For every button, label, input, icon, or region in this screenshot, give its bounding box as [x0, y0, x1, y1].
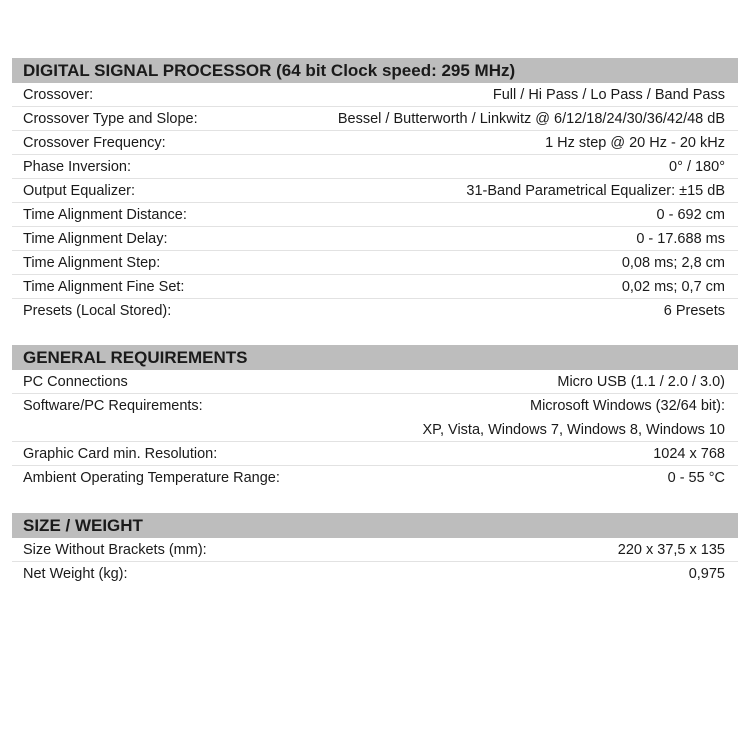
spec-label: Ambient Operating Temperature Range:: [23, 470, 280, 486]
spec-label: Crossover:: [23, 86, 94, 103]
section-digital-signal-processor: [12, 58, 738, 323]
spec-value: 0 - 55 °C: [667, 470, 725, 486]
spec-value: 0,02 ms; 0,7 cm: [621, 278, 725, 295]
spec-value: 1024 x 768: [653, 445, 725, 462]
spec-label: Phase Inversion:: [23, 158, 132, 175]
section-size-weight: [12, 513, 738, 586]
spec-label: Crossover Frequency:: [23, 134, 166, 151]
spec-value: XP, Vista, Windows 7, Windows 8, Windows 10: [422, 421, 725, 438]
spec-label: Time Alignment Distance:: [23, 206, 187, 223]
spec-label: Time Alignment Fine Set:: [23, 278, 185, 295]
spec-row-software-requirements-continued: [12, 418, 738, 442]
spec-row-phase-inversion: [12, 155, 738, 179]
spec-label: Software/PC Requirements:: [23, 398, 203, 414]
spec-row-time-alignment-delay: [12, 227, 738, 251]
spec-row-software-requirements: [12, 394, 738, 418]
spec-row-graphic-card-resolution: [12, 442, 738, 466]
spec-label: Graphic Card min. Resolution:: [23, 445, 218, 462]
spec-label: Output Equalizer:: [23, 182, 136, 199]
spec-value: 0° / 180°: [669, 158, 725, 175]
spec-row-ambient-temperature: [12, 466, 738, 490]
spec-row-output-equalizer: [12, 179, 738, 203]
section-title: SIZE / WEIGHT: [12, 513, 738, 538]
spec-value: 0 - 17.688 ms: [636, 230, 725, 247]
spec-row-net-weight: [12, 562, 738, 586]
spec-row-crossover-frequency: [12, 131, 738, 155]
spec-row-time-alignment-step: [12, 251, 738, 275]
spec-row-crossover: [12, 83, 738, 107]
spec-value: 31-Band Parametrical Equalizer: ±15 dB: [466, 182, 725, 199]
spec-value: 0,975: [688, 566, 725, 582]
spec-row-pc-connections: [12, 370, 738, 394]
spec-value: Microsoft Windows (32/64 bit):: [529, 398, 725, 414]
spec-value: 220 x 37,5 x 135: [617, 541, 725, 558]
section-title: DIGITAL SIGNAL PROCESSOR (64 bit Clock speed: 295 MHz): [12, 58, 738, 83]
spec-value: Full / Hi Pass / Lo Pass / Band Pass: [492, 86, 725, 103]
section-general-requirements: [12, 345, 738, 490]
spec-label: Time Alignment Delay:: [23, 230, 168, 247]
spec-value: Micro USB (1.1 / 2.0 / 3.0): [557, 373, 725, 390]
spec-label: Net Weight (kg):: [23, 566, 128, 582]
spec-value: 6 Presets: [663, 303, 725, 319]
spec-value: 0,08 ms; 2,8 cm: [621, 254, 725, 271]
spec-row-presets: [12, 299, 738, 323]
spec-label: PC Connections: [23, 373, 128, 390]
spec-label: Size Without Brackets (mm):: [23, 541, 207, 558]
spec-label: Crossover Type and Slope:: [23, 110, 198, 127]
spec-row-size-without-brackets: [12, 538, 738, 562]
spec-row-time-alignment-distance: [12, 203, 738, 227]
spec-value: Bessel / Butterworth / Linkwitz @ 6/12/18/24/30/36/42/48 dB: [337, 110, 725, 127]
spec-row-time-alignment-fine-set: [12, 275, 738, 299]
spec-value: 0 - 692 cm: [656, 206, 725, 223]
spec-row-crossover-type: [12, 107, 738, 131]
spec-value: 1 Hz step @ 20 Hz - 20 kHz: [545, 134, 725, 151]
spec-label: Presets (Local Stored):: [23, 303, 172, 319]
spec-label: Time Alignment Step:: [23, 254, 161, 271]
section-title: GENERAL REQUIREMENTS: [12, 345, 738, 370]
